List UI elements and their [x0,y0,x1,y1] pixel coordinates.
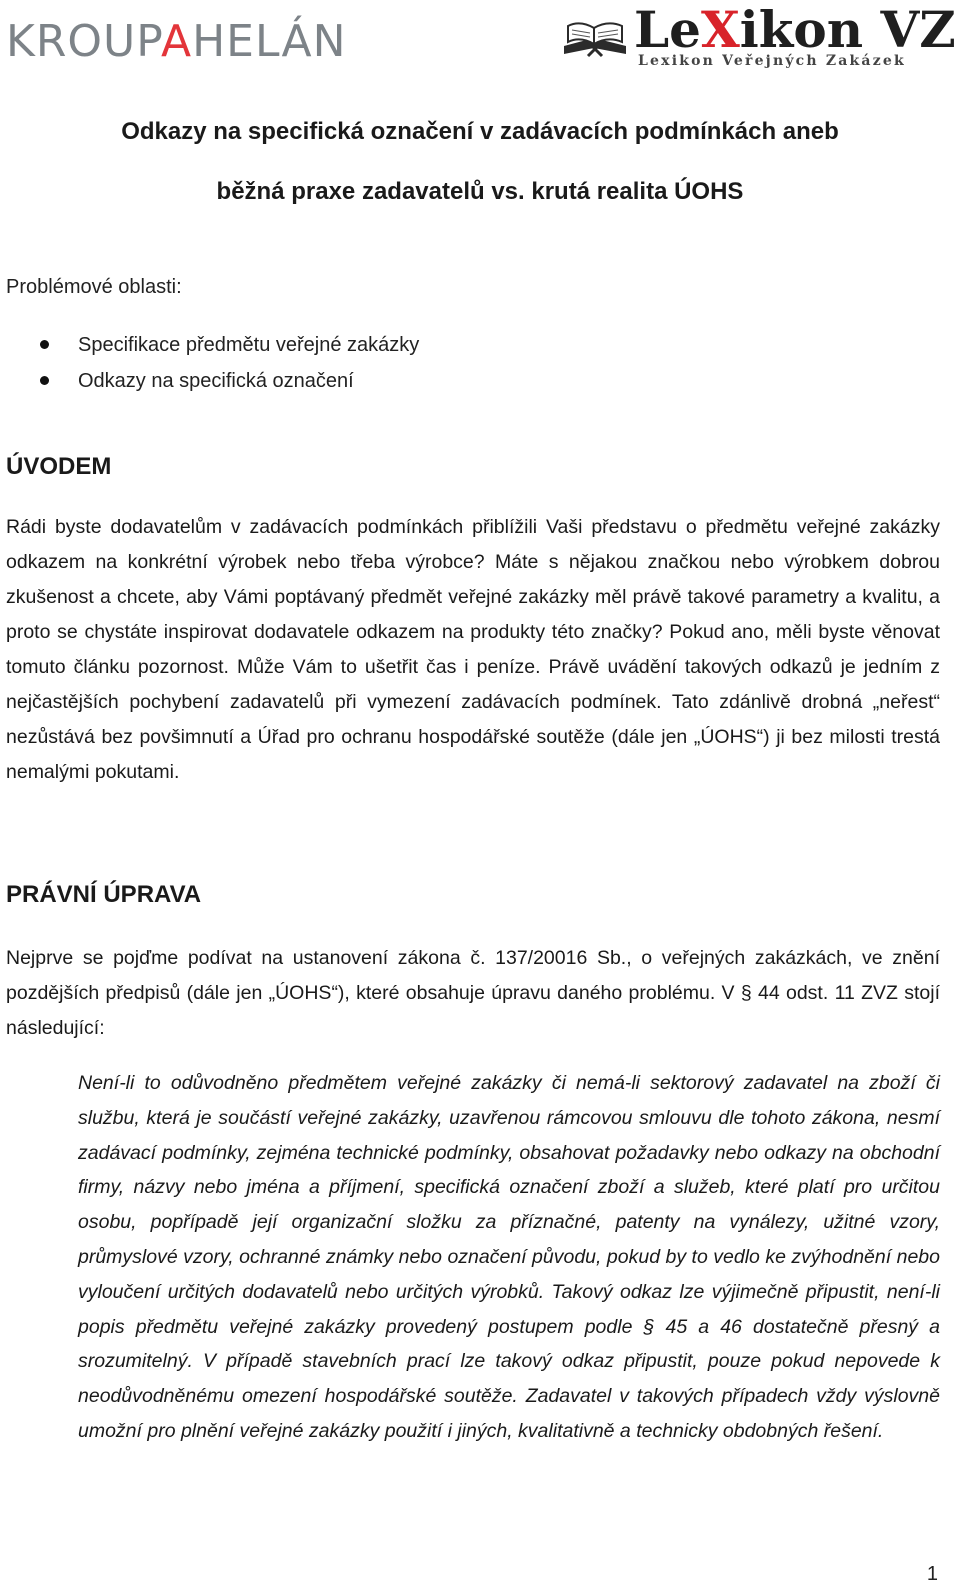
intro-paragraph: Rádi byste dodavatelům v zadávacích podmínkách přiblížili Vaši představu o předmětu veřejné zakázky odkazem na konkrétní výrobek nebo třeba výrobce? Máte s nějakou značkou nebo výrobkem dobrou zkušenost a chcete, aby Vámi poptávaný předmět veřejné zakázky měl právě takové parametry a kvalitu, a proto se chystáte inspirovat dodavatele odkazem na produkty této značky? Pokud ano, měli byste věnovat tomuto článku pozornost. Může Vám to ušetřit čas i peníze. Právě uvádění takových odkazů je jedním z nejčastějších pochybení zadavatelů při vymezení zadávacích podmínek. Tato zdánlivě drobná „neřest“ nezůstává bez povšimnutí a Úřad pro ochranu hospodářské soutěže (dále jen „ÚOHS“) ji bez milosti trestá nemalými pokutami. [6,516,940,783]
page-number: 1 [926,1563,938,1585]
open-book-icon [562,16,628,60]
problem-areas-list [40,327,419,399]
lexikon-subtitle: Lexikon Veřejných Zakázek [638,53,906,69]
list-item [40,363,419,399]
kroupahelan-logo [6,16,347,68]
document-title-line1: Odkazy na specifická označení v zadávacích podmínkách aneb [121,118,839,145]
logo-text-part1: KROUP [6,16,161,67]
list-item [40,327,419,363]
list-item-text: Specifikace předmětu veřejné zakázky [78,334,420,356]
lexikon-vz-logo [562,0,954,80]
lexikon-wordmark [634,2,956,58]
document-title-line2: běžná praxe zadavatelů vs. krutá realita ÚOHS [216,178,744,205]
logo-text-accent: A [160,16,193,67]
law-quote: Není-li to odůvodněno předmětem veřejné zakázky či nemá-li sektorový zadavatel na zboží či službu, která je součástí veřejné zakázky, uzavřenou rámcovou smlouvu dle tohoto zákona, nesmí zadávací podmínky, zejména technické podmínky, obsahovat požadavky nebo odkazy na obchodní firmy, názvy nebo jména a příjmení, specifická označení zboží a služeb, které platí pro určitou osobu, popřípadě její organizační složku za příznačné, patenty na vynálezy, užitné vzory, průmyslové vzory, ochranné známky nebo označení původu, pokud by to vedlo ke zvýhodnění nebo vyloučení určitých dodavatelů nebo určitých výrobků. Takový odkaz lze výjimečně připustit, není-li popis předmětu veřejné zakázky provedený postupem podle § 45 a 46 dostatečně přesný a srozumitelný. V případě stavebních prací lze takový odkaz připustit, pouze pokud nepovede k neodůvodněnému omezení hospodářské soutěže. Zadavatel v takových případech vždy výslovně umožní pro plnění veřejné zakázky použití i jiných, kvalitativně a technicky obdobných řešení. [78,1072,940,1442]
bullet-icon [40,340,49,349]
wordmark-part2: ikon VZ [739,0,956,59]
section-heading-legal: PRÁVNÍ ÚPRAVA [6,881,202,908]
logo-text-part2: HELÁN [192,16,347,67]
wordmark-accent: X [700,0,740,59]
problem-areas-label: Problémové oblasti: [6,276,182,298]
bullet-icon [40,376,49,385]
legal-paragraph: Nejprve se pojďme podívat na ustanovení zákona č. 137/20016 Sb., o veřejných zakázkách, ve znění pozdějších předpisů (dále jen „ÚOHS“), které obsahuje úpravu daného problému. V § 44 odst. 11 ZVZ stojí následující: [6,947,940,1039]
list-item-text: Odkazy na specifická označení [78,370,354,392]
section-heading-intro: ÚVODEM [6,453,112,480]
wordmark-part1: Le [634,0,701,59]
page-header [0,0,960,90]
